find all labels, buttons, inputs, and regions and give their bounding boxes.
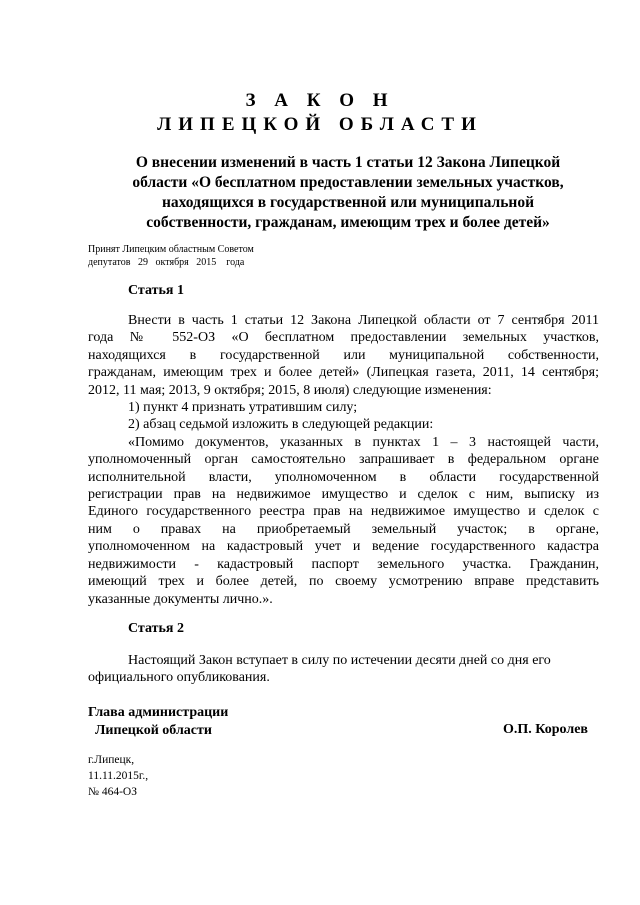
article-1-line: 2) абзац седьмой изложить в следующей редакции:: [128, 417, 434, 433]
article-1-line: регистрации прав на недвижимое имущество и сделок с ним, выписку из: [88, 487, 599, 503]
footer-number: № 464-ОЗ: [88, 786, 137, 798]
article-1-line: исполнительной власти, уполномоченном в области государственной: [88, 469, 599, 485]
article-1-line: ним о правах на приобретаемый земельный участок; в органе,: [88, 521, 599, 537]
article-1-heading: Статья 1: [128, 283, 184, 298]
document-footer: [88, 752, 148, 800]
article-2-line: официального опубликования.: [88, 670, 270, 686]
signatory-position-line: Глава администрации: [88, 705, 229, 720]
article-1-line: Единого государственного реестра прав на недвижимое имущество и сделок с: [88, 504, 599, 520]
subject-line: собственности, гражданам, имеющим трех и более детей»: [146, 214, 550, 231]
article-2-line: Настоящий Закон вступает в силу по истечении десяти дней со дня его: [128, 653, 551, 668]
article-1-line: уполномоченный орган самостоятельно запрашивает в федеральном органе: [88, 452, 599, 468]
article-1-line: 1) пункт 4 признать утратившим силу;: [128, 400, 358, 416]
law-title: З А К О Н: [245, 90, 395, 111]
adoption-line: Принят Липецким областным Советом: [88, 244, 254, 255]
article-1-line: 2012, 11 мая; 2013, 9 октября; 2015, 8 июля) следующие изменения:: [88, 382, 492, 398]
subject-line: области «О бесплатном предоставлении земельных участков,: [132, 174, 564, 191]
footer-city: г.Липецк,: [88, 754, 135, 766]
subject-line: находящихся в государственной или муниципальной: [161, 194, 535, 211]
article-1-line: находящихся в государственной или муниципальной собственности,: [88, 347, 599, 363]
article-1-body: [88, 312, 599, 608]
article-2-heading: Статья 2: [128, 621, 184, 636]
subject-line: О внесении изменений в часть 1 статьи 12 Закона Липецкой: [135, 154, 561, 171]
article-1-line: гражданам, имеющим трех и более детей» (Липецкая газета, 2011, 14 сентября;: [88, 365, 599, 381]
signatory-position-line: Липецкой области: [88, 723, 212, 738]
adoption-note: [88, 243, 254, 269]
article-1-line: года № 552-ОЗ «О бесплатном предоставлении земельных участков,: [88, 330, 599, 346]
article-1-line: «Помимо документов, указанных в пунктах 1 – 3 настоящей части,: [128, 434, 599, 450]
law-region-title: ЛИПЕЦКОЙ ОБЛАСТИ: [157, 114, 483, 135]
footer-date: 11.11.2015г.,: [88, 770, 149, 782]
article-1-line: Внести в часть 1 статьи 12 Закона Липецкой области от 7 сентября 2011: [128, 313, 599, 328]
article-1-line: уполномоченном на кадастровый учет и ведение государственного кадастра: [88, 539, 599, 555]
adoption-line: депутатов 29 октября 2015 года: [88, 257, 245, 268]
article-1-line: указанные документы лично.».: [88, 591, 273, 607]
article-2-body: [88, 652, 599, 687]
signatory-name: О.П. Королев: [503, 722, 588, 737]
article-1-line: имеющий трех и более детей, по своему усмотрению вправе представить: [88, 574, 599, 590]
signatory-position: [88, 704, 228, 740]
article-1-line: недвижимости - кадастровый паспорт земельного участка. Гражданин,: [88, 556, 599, 572]
law-subject: [88, 153, 608, 233]
